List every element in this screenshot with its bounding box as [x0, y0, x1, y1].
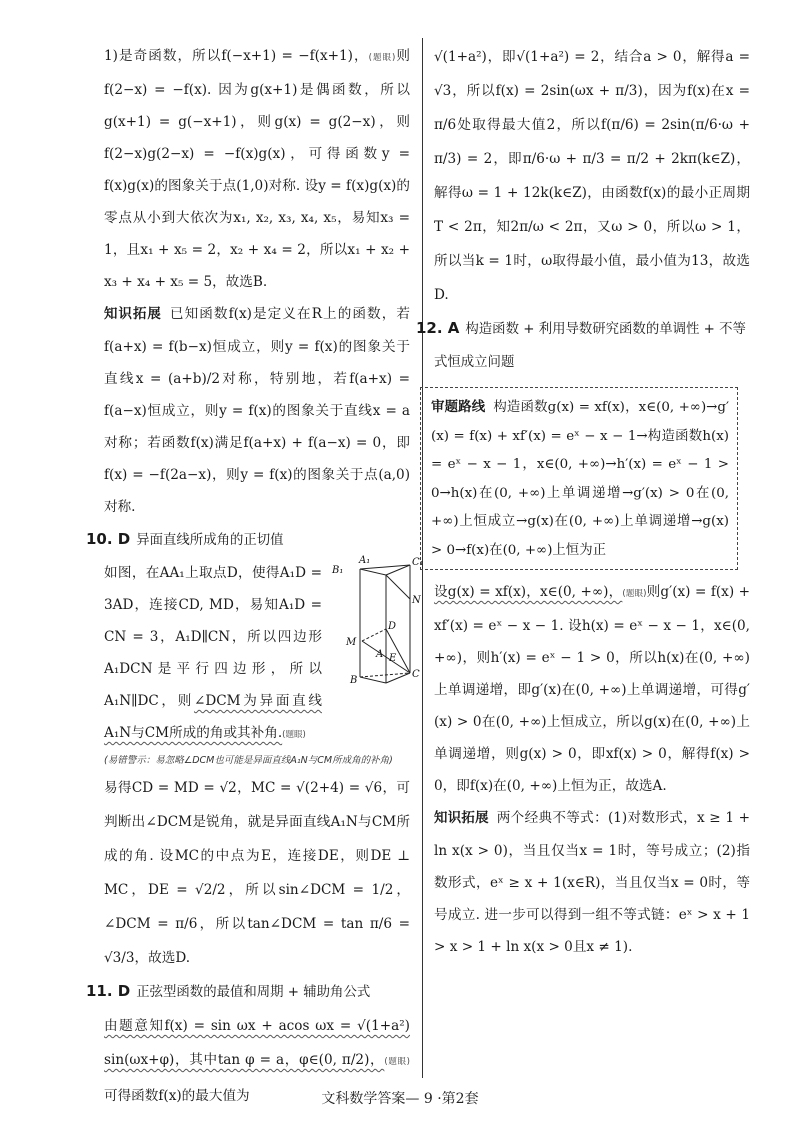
label-B1: B₁ — [332, 565, 344, 576]
key-point-note: (题眼) — [384, 1057, 410, 1067]
knowledge-extension-2 — [434, 802, 750, 963]
label-A: A — [376, 649, 384, 660]
route-content — [431, 394, 729, 565]
label-A1: A₁ — [359, 555, 371, 566]
q11-heading — [86, 975, 410, 1009]
q11-number: 11. D — [86, 982, 131, 1000]
q10-key-sentence: ∠DCM为异面直线A₁N与CM所成的角或其补角. — [104, 693, 322, 741]
route-text: 构造函数g(x) = xf(x)，x∈(0, +∞)→g′(x) = f(x) + xf′(x) = eˣ − x − 1→构造函数h(x) = eˣ − x − 1，x∈(0, +∞)→h′(x) = eˣ − 1 > 0→h(x)在(0, +∞)上单调递增→g′(x) > 0在(0, +∞)上恒成立→g(x)在(0, +∞)上单调递增→g(x) > 0→f(x)在(0, +∞)上恒为正 — [431, 400, 730, 558]
key-point-note: (题眼) — [282, 730, 306, 740]
q12-topic: 构造函数 + 利用导数研究函数的单调性 + 不等式恒成立问题 — [434, 322, 746, 370]
q9-text-b: 则f(2−x) = −f(x). 因为g(x+1)是偶函数，所以g(x+1) = g(−x+1)，则g(x) = g(2−x)，则f(2−x)g(2−x) = −f(x)g(x)，可得函数y = f(x)g(x)的图象关于点(1,0)对称. 设y = f(x)g(x)的零点从小到大依次为x₁, x₂, x₃, x₄, x₅，易知x₃ = 1，且x₁ + x₅ = 2，x₂ + x₄ = 2，所以x₁ + x₂ + x₃ + x₄ + x₅ = 5，故选B. — [104, 48, 411, 290]
label-D: D — [388, 621, 397, 632]
q11-text-b: 可得函数f(x)的最大值为 — [104, 1088, 250, 1104]
label-B: B — [350, 675, 358, 686]
label-N: N — [412, 595, 421, 606]
q9-continued — [104, 40, 410, 298]
knowledge-extension-label: 知识拓展 — [104, 307, 162, 322]
q10-topic: 异面直线所成角的正切值 — [136, 533, 284, 548]
knowledge-extension-1 — [104, 298, 410, 523]
q11-topic: 正弦型函数的最值和周期 + 辅助角公式 — [136, 985, 371, 1000]
label-C: C — [412, 669, 420, 680]
q12-key-sentence: 设g(x) = xf(x)，x∈(0, +∞)， — [434, 584, 623, 600]
q10-text-a: 如图，在AA₁上取点D，使得A₁D = 3AD，连接CD, MD，易知A₁D = CN = 3，A₁D∥CN，所以四边形A₁DCN是平行四边形，所以A₁N∥DC，则 — [104, 565, 322, 709]
left-column — [86, 40, 424, 1113]
q10-error-warning: (易错警示：易忽略∠DCM也可能是异面直线A₁N与CM所成角的补角) — [104, 755, 393, 766]
knowledge-extension-label: 知识拓展 — [434, 811, 489, 826]
q11-text-a: 由题意知f(x) = sin ωx + acos ωx = √(1+a²) sin(ωx+φ)，其中tan φ = a，φ∈(0, π/2)， — [104, 1018, 410, 1068]
q12-text: 则g′(x) = f(x) + xf′(x) = eˣ − x − 1. 设h(x) = eˣ − x − 1，x∈(0, +∞)，则h′(x) = eˣ − 1 > 0，所以h(x)在(0, +∞)上单调递增，即g′(x)在(0, +∞)上单调递增，可得g′(x) > 0在(0, +∞)上恒成立，所以g(x)在(0, +∞)上单调递增，则g(x) > 0，即xf(x) > 0，解得f(x) > 0，即f(x)在(0, +∞)上恒为正，故选A. — [434, 584, 750, 794]
knowledge-extension-text: 已知函数f(x)是定义在R上的函数，若f(a+x) = f(b−x)恒成立，则y = f(x)的图象关于直线x = (a+b)/2对称，特别地，若f(a+x) = f(a−x)恒成立，则y = f(x)的图象关于直线x = a对称；若函数f(x)满足f(a+x) + f(a−x) = 0，即f(x) = −f(2a−x)，则y = f(x)的图象关于点(a,0)对称. — [104, 306, 411, 515]
route-label: 审题路线 — [431, 400, 486, 415]
q10-number: 10. D — [86, 530, 131, 548]
q12-heading — [416, 312, 750, 379]
q10-text-b: 易得CD = MD = √2，MC = √(2+4) = √6，可判断出∠DCM是锐角，就是异面直线A₁N与CM所成的角. 设MC的中点为E，连接DE，则DE ⊥ MC，DE = √2/2，所以sin∠DCM = 1/2，∠DCM = π/6，所以tan∠DCM = tan π/6 = √3/3，故选D. — [104, 780, 410, 966]
q12-solution — [434, 576, 750, 802]
q9-text-a: 1)是奇函数，所以f(−x+1) = −f(x+1)， — [104, 48, 369, 64]
label-C1: C₁ — [412, 557, 424, 568]
knowledge-extension-text: 两个经典不等式：(1)对数形式，x ≥ 1 + ln x(x > 0)，当且仅当x = 1时，等号成立；(2)指数形式，eˣ ≥ x + 1(x∈R)，当且仅当x = 0时，等号成立. 进一步可以得到一组不等式链：eˣ > x + 1 > x > 1 + ln x(x > 0且x ≠ 1). — [434, 810, 750, 955]
q12-number: 12. A — [416, 319, 460, 337]
key-point-note: (题眼) — [622, 589, 647, 599]
key-point-note: (题眼) — [368, 53, 396, 63]
label-E: E — [389, 653, 397, 664]
page-footer: 文科数学答案— 9 ·第2套 — [321, 1091, 479, 1107]
problem-solving-route-box — [420, 387, 738, 570]
label-M: M — [346, 637, 357, 648]
q11-solution-right: √(1+a²)，即√(1+a²) = 2，结合a > 0，解得a = √3，所以f(x) = 2sin(ωx + π/3)，因为f(x)在x = π/6处取得最大值2，所以f(π/6) = 2sin(π/6·ω + π/3) = 2，即π/6·ω + π/3 = π/2 + 2kπ(k∈Z)，解得ω = 1 + 12k(k∈Z)，由函数f(x)的最小正周期T < 2π，知2π/ω < 2π，又ω > 0，所以ω > 1，所以当k = 1时，ω取得最小值，最小值为13，故选D. — [434, 49, 750, 303]
prism-figure — [326, 551, 426, 701]
